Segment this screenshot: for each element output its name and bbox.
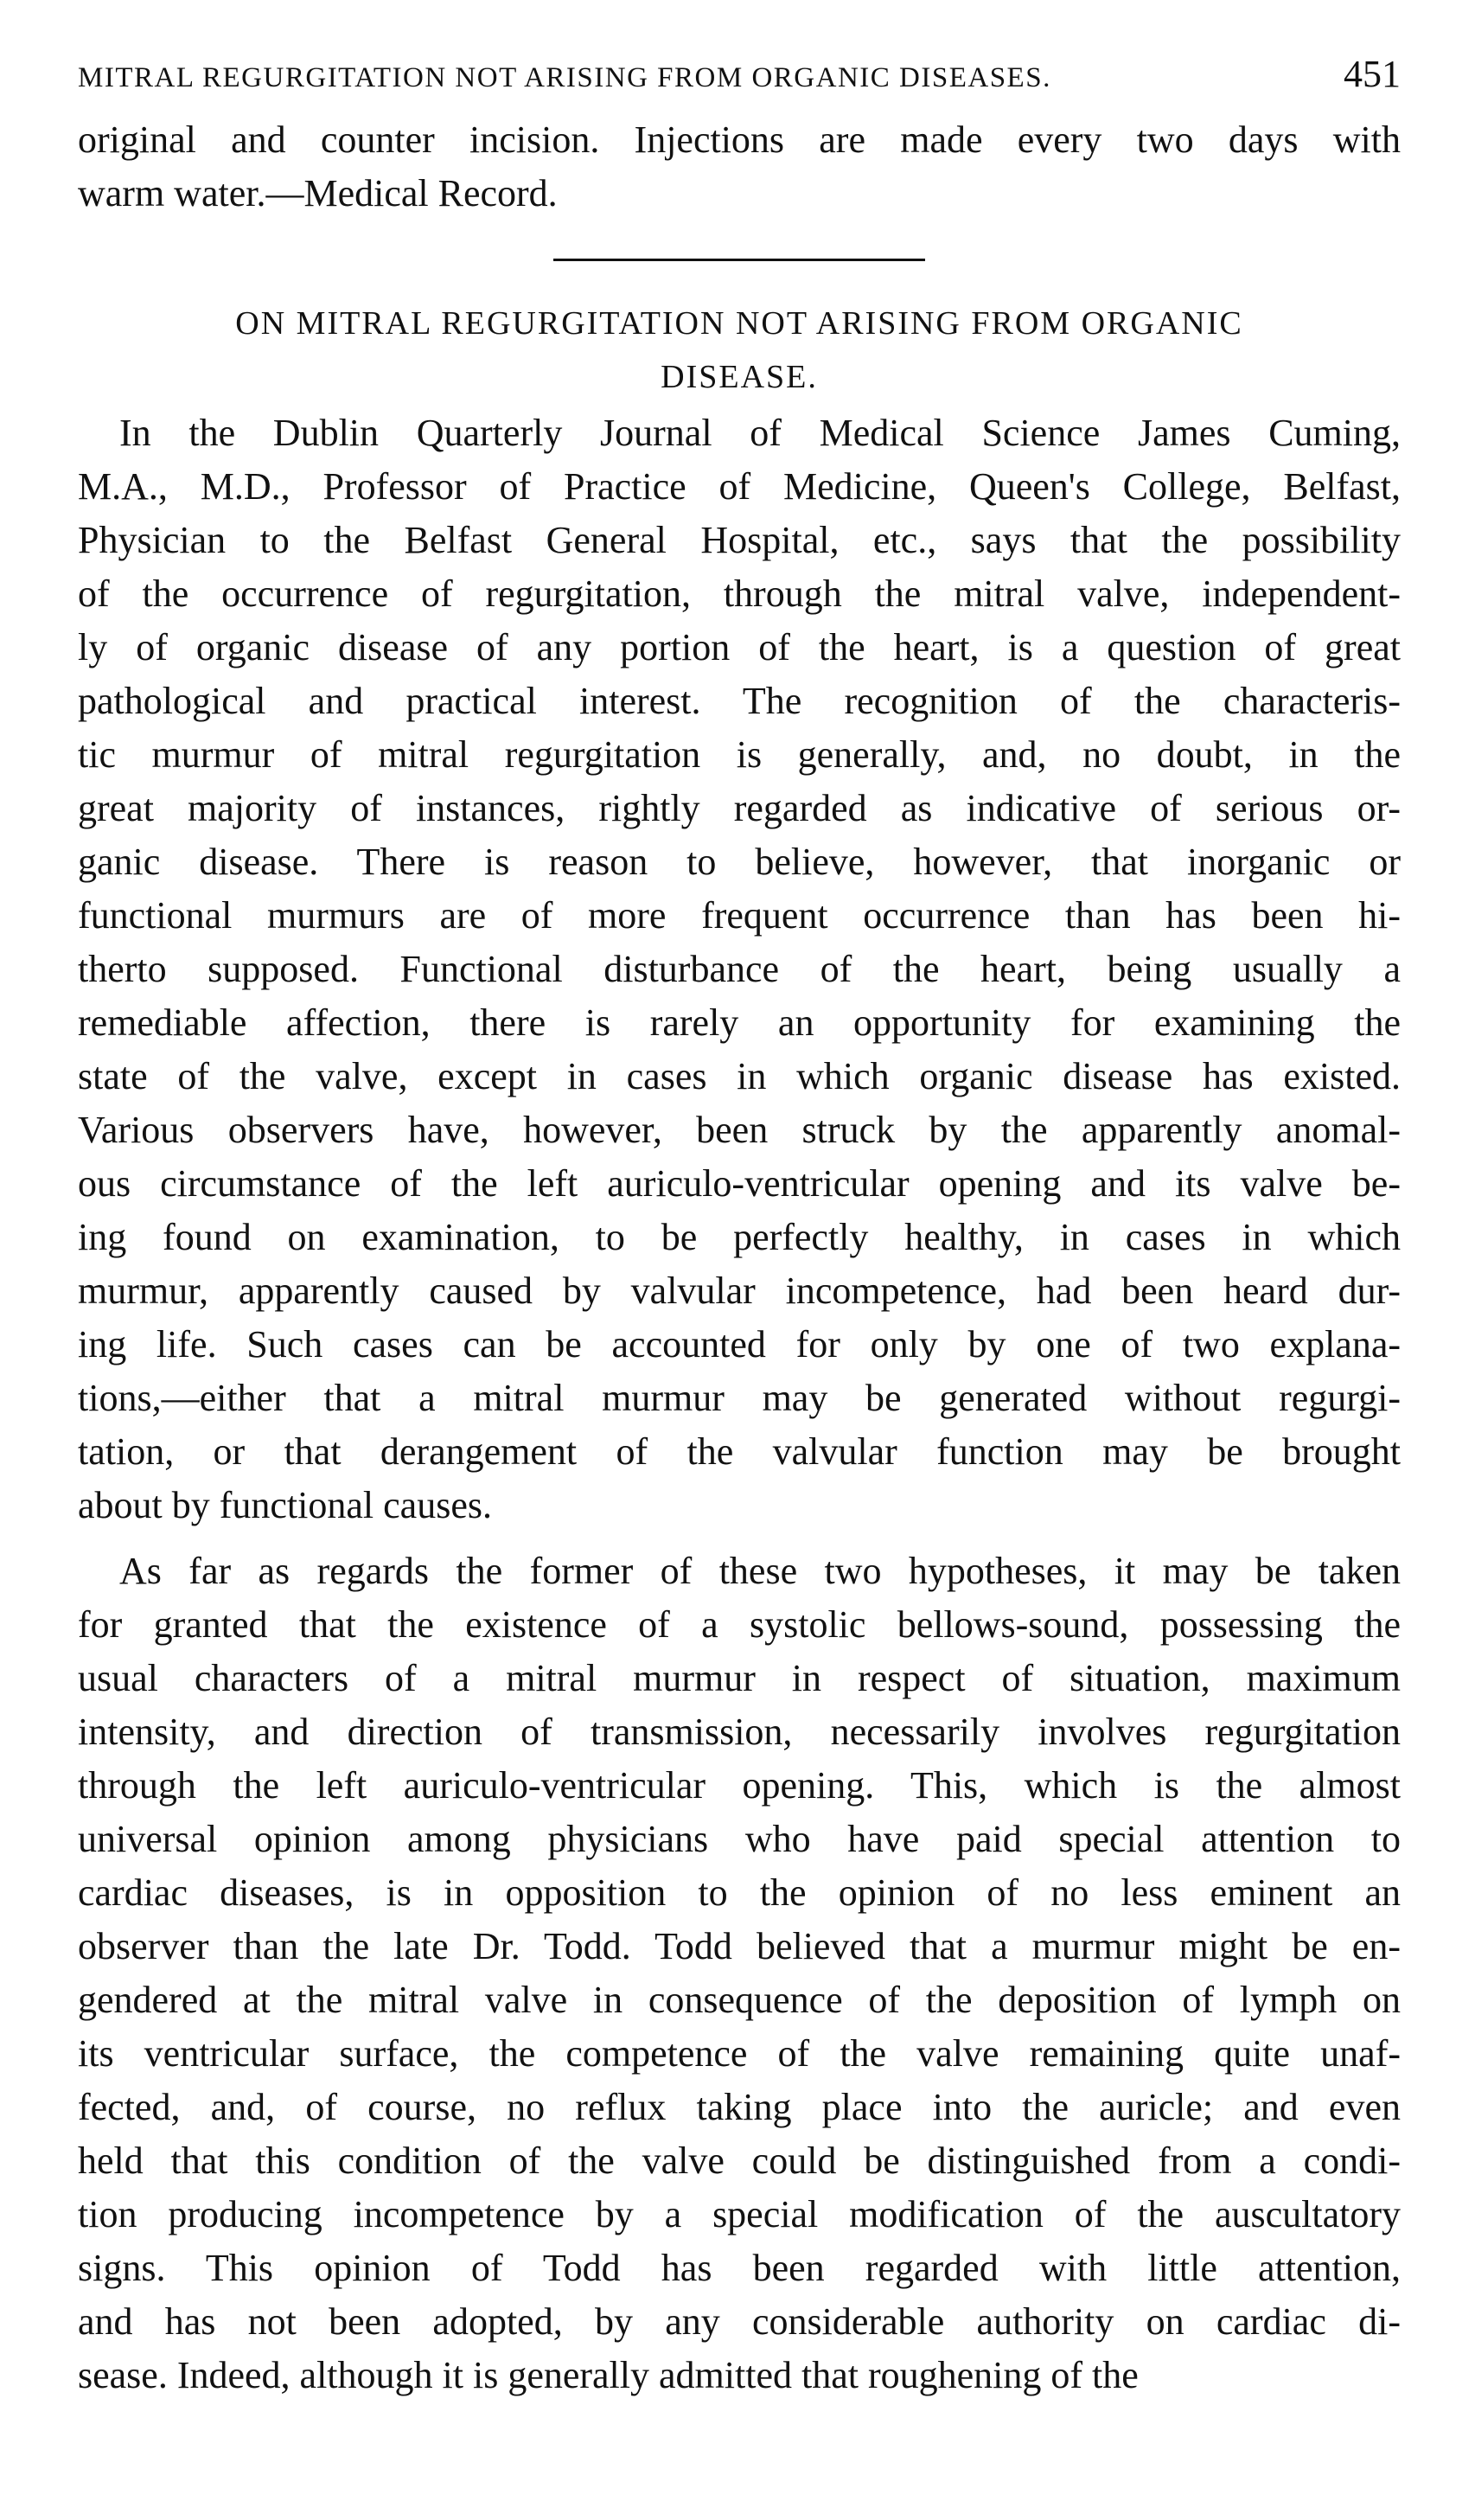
paragraph-1 — [78, 406, 1401, 1532]
paragraph-2 — [78, 1545, 1401, 2402]
text-line: tic murmur of mitral regurgitation is generally, and, no doubt, in the — [78, 733, 1401, 776]
text-line: gendered at the mitral valve in consequence of the deposition of lymph on — [78, 1979, 1401, 2021]
text-line: ing life. Such cases can be accounted for only by one of two explana- — [78, 1323, 1401, 1366]
text-line: its ventricular surface, the competence of the valve remaining quite unaf- — [78, 2032, 1401, 2075]
article-title-line: DISEASE. — [661, 359, 818, 395]
text-line: murmur, apparently caused by valvular incompetence, had been heard dur- — [78, 1270, 1401, 1312]
text-line: tion producing incompetence by a special modification of the auscultatory — [78, 2193, 1401, 2235]
article-title-line: ON MITRAL REGURGITATION NOT ARISING FROM ORGANIC — [235, 305, 1243, 342]
text-line: great majority of instances, rightly regarded as indicative of serious or- — [78, 787, 1401, 829]
text-line: fected, and, of course, no reflux taking place into the auricle; and even — [78, 2086, 1401, 2128]
book-page — [78, 52, 1401, 2473]
section-divider — [553, 259, 925, 261]
text-line: Physician to the Belfast General Hospital, etc., says that the possibility — [78, 519, 1401, 561]
text-line: As far as regards the former of these two hypotheses, it may be taken — [119, 1550, 1401, 1592]
running-title: MITRAL REGURGITATION NOT ARISING FROM ORGANIC DISEASES. — [78, 62, 1051, 93]
text-line: pathological and practical interest. The recognition of the characteris- — [78, 680, 1401, 722]
text-line: In the Dublin Quarterly Journal of Medical Science James Cuming, — [119, 412, 1401, 454]
text-line: ing found on examination, to be perfectly healthy, in cases in which — [78, 1216, 1401, 1258]
text-line: about by functional causes. — [78, 1484, 492, 1526]
text-line: remediable affection, there is rarely an opportunity for examining the — [78, 1001, 1401, 1044]
text-line: intensity, and direction of transmission, necessarily involves regurgitation — [78, 1711, 1401, 1753]
text-line: tions,—either that a mitral murmur may be generated without regurgi- — [78, 1377, 1401, 1419]
text-line: of the occurrence of regurgitation, through the mitral valve, independent- — [78, 572, 1401, 615]
text-line: signs. This opinion of Todd has been regarded with little attention, — [78, 2247, 1401, 2289]
text-line: cardiac diseases, is in opposition to the opinion of no less eminent an — [78, 1871, 1401, 1914]
text-line: functional murmurs are of more frequent occurrence than has been hi- — [78, 894, 1401, 937]
article-title — [78, 299, 1401, 401]
text-line: sease. Indeed, although it is generally admitted that roughening of the — [78, 2354, 1139, 2396]
running-header — [78, 52, 1401, 96]
text-line: ous circumstance of the left auriculo-ventricular opening and its valve be- — [78, 1162, 1401, 1205]
text-line: state of the valve, except in cases in which organic disease has existed. — [78, 1055, 1401, 1097]
text-line: for granted that the existence of a systolic bellows-sound, possessing the — [78, 1603, 1401, 1646]
text-line: and has not been adopted, by any considerable authority on cardiac di- — [78, 2300, 1401, 2343]
text-line: tation, or that derangement of the valvular function may be brought — [78, 1430, 1401, 1473]
text-line: original and counter incision. Injections are made every two days with — [78, 118, 1401, 161]
text-line: M.A., M.D., Professor of Practice of Medicine, Queen's College, Belfast, — [78, 465, 1401, 508]
text-line: through the left auriculo-ventricular opening. This, which is the almost — [78, 1764, 1401, 1807]
text-line: Various observers have, however, been struck by the apparently anomal- — [78, 1109, 1401, 1151]
intro-paragraph — [78, 113, 1401, 221]
page-number: 451 — [1344, 53, 1401, 95]
text-line: observer than the late Dr. Todd. Todd believed that a murmur might be en- — [78, 1925, 1401, 1967]
text-line: ly of organic disease of any portion of the heart, is a question of great — [78, 626, 1401, 668]
text-line: therto supposed. Functional disturbance of the heart, being usually a — [78, 948, 1401, 990]
text-line: held that this condition of the valve could be distinguished from a condi- — [78, 2139, 1401, 2182]
text-line: universal opinion among physicians who have paid special attention to — [78, 1818, 1401, 1860]
text-line: usual characters of a mitral murmur in respect of situation, maximum — [78, 1657, 1401, 1699]
text-line: warm water.—Medical Record. — [78, 172, 558, 214]
text-line: ganic disease. There is reason to believe, however, that inorganic or — [78, 841, 1401, 883]
